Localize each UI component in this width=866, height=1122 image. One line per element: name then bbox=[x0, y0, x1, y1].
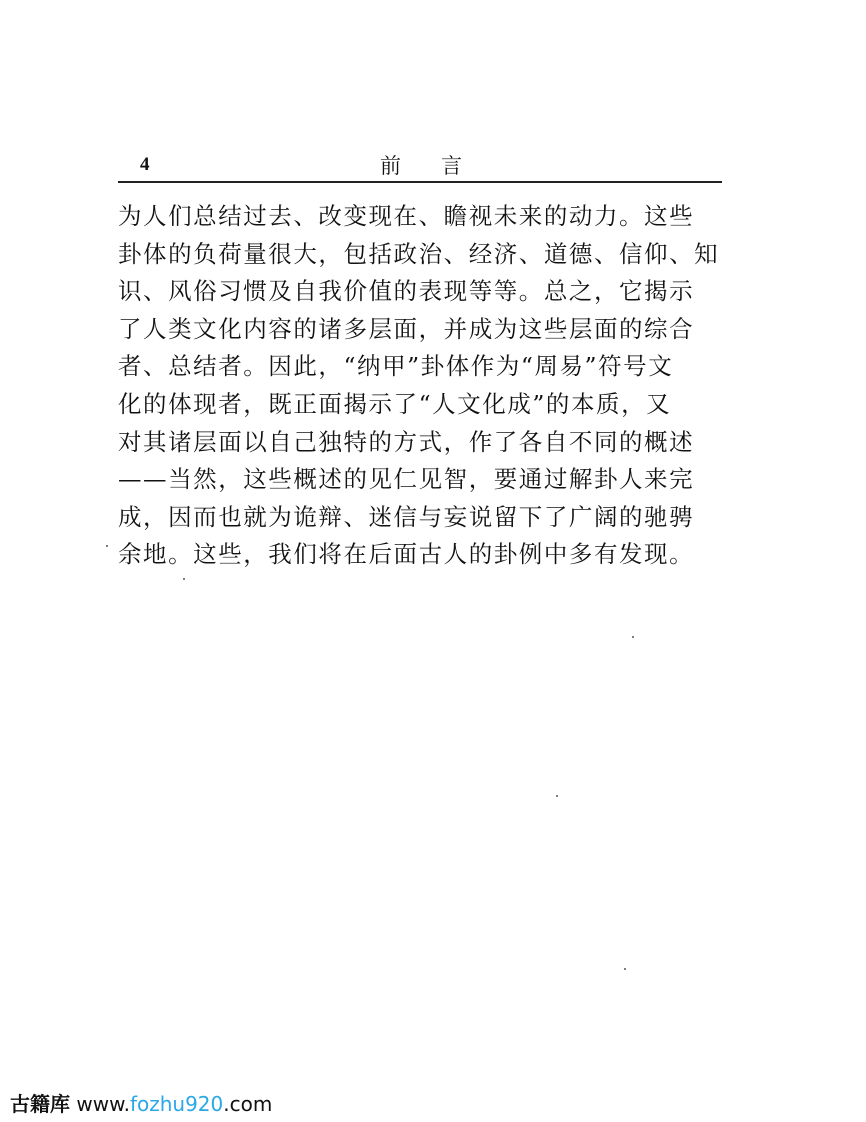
running-head: 前言 bbox=[380, 154, 502, 178]
text-line: 对其诸层面以自己独特的方式，作了各自不同的概述 bbox=[118, 427, 695, 456]
scan-speck bbox=[556, 795, 558, 797]
header-rule bbox=[118, 181, 722, 183]
watermark-domain: fozhu920 bbox=[129, 1092, 224, 1116]
scan-speck bbox=[632, 636, 634, 638]
scan-speck bbox=[106, 545, 108, 547]
text-line: 识、风俗习惯及自我价值的表现等等。总之，它揭示 bbox=[118, 277, 695, 306]
text-line: 了人类文化内容的诸多层面，并成为这些层面的综合 bbox=[118, 314, 695, 343]
text-line: 成，因而也就为诡辩、迷信与妄说留下了广阔的驰骋 bbox=[118, 502, 695, 531]
site-watermark bbox=[10, 1088, 272, 1117]
watermark-tld: .com bbox=[223, 1092, 273, 1116]
body-text bbox=[118, 198, 724, 574]
page-number: 4 bbox=[140, 154, 150, 175]
page-header bbox=[118, 148, 722, 184]
text-line: 卦体的负荷量很大，包括政治、经济、道德、信仰、知 bbox=[118, 239, 720, 268]
scan-speck bbox=[183, 578, 185, 580]
text-line: 为人们总结过去、改变现在、瞻视未来的动力。这些 bbox=[118, 202, 695, 230]
text-line: 者、总结者。因此，“纳甲”卦体作为“周易”符号文 bbox=[118, 352, 674, 381]
text-line: 化的体现者，既正面揭示了“人文化成”的本质，又 bbox=[118, 389, 672, 418]
scan-speck bbox=[624, 968, 626, 970]
text-line: ——当然，这些概述的见仁见智，要通过解卦人来完 bbox=[118, 465, 695, 494]
text-line: 余地。这些，我们将在后面古人的卦例中多有发现。 bbox=[118, 540, 695, 569]
watermark-site-name: 古籍库 bbox=[10, 1092, 70, 1116]
watermark-www: www. bbox=[76, 1092, 130, 1116]
